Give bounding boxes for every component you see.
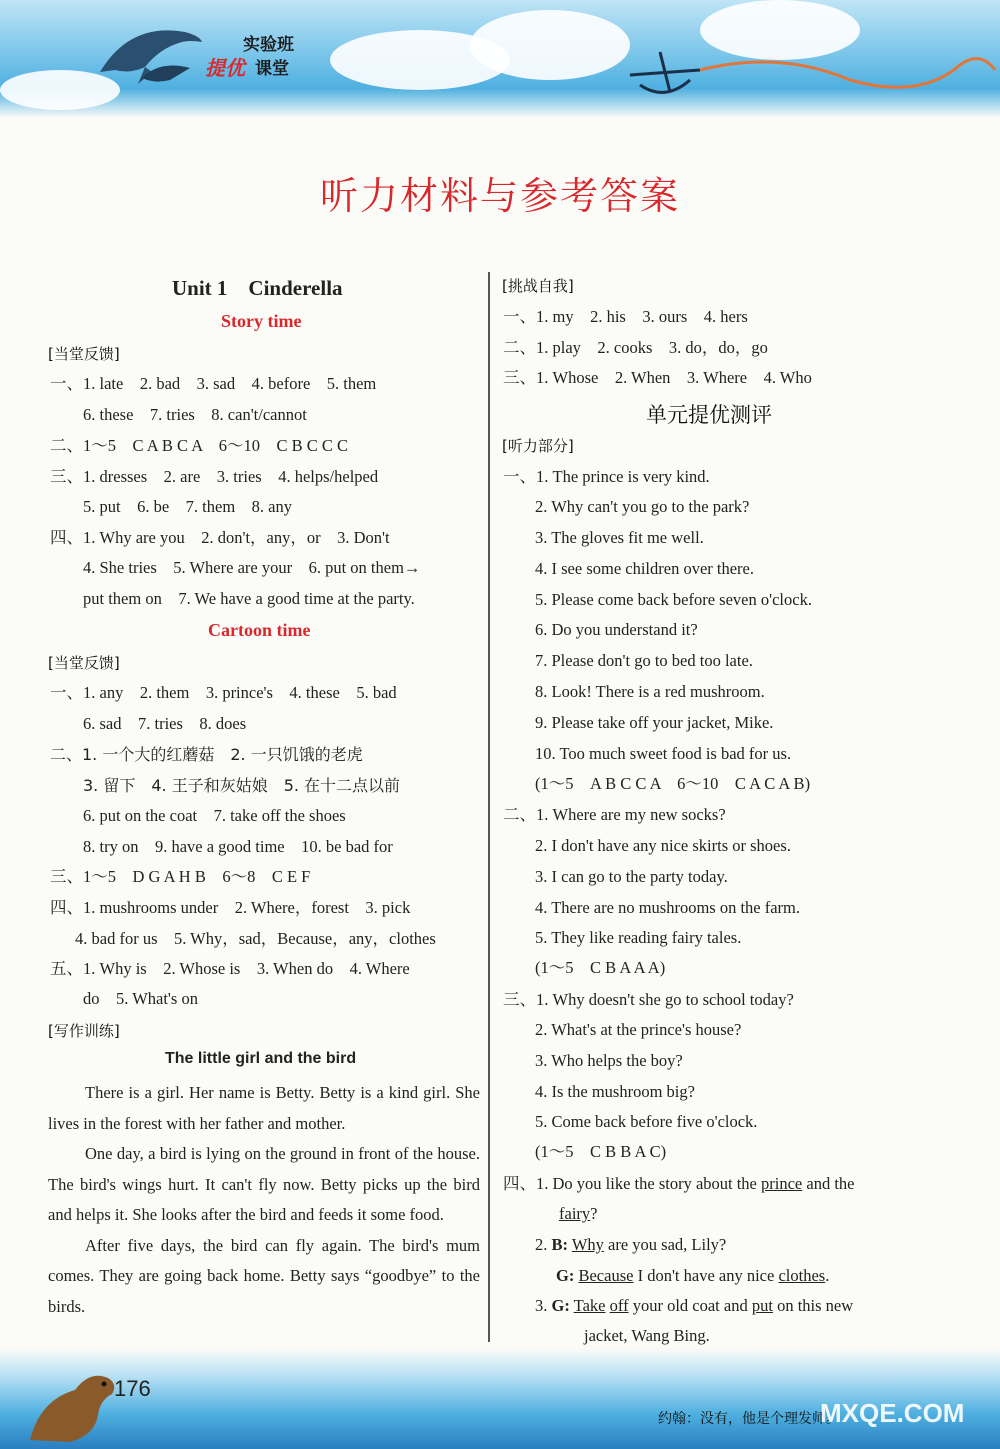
column-divider (488, 272, 490, 1342)
answer-line: 一、1. late 2. bad 3. sad 4. before 5. them (50, 374, 377, 393)
answer-line: 二、1. Where are my new socks? (503, 805, 726, 824)
sea-lion-icon (20, 1360, 130, 1449)
text-segment: and the (802, 1174, 855, 1193)
brand-line2a: 提优 (205, 56, 245, 80)
top-banner (0, 0, 1000, 118)
text-segment: on this new (772, 1296, 854, 1315)
answer-line: 2. What's at the prince's house? (535, 1020, 742, 1039)
answer-line: 3. The gloves fit me well. (535, 528, 704, 547)
answer-line: 三、1. Whose 2. When 3. Where 4. Who (503, 368, 812, 387)
underlined-word: Because (578, 1266, 634, 1285)
answer-line: 7. Please don't go to bed too late. (535, 651, 753, 670)
answer-line: 10. Too much sweet food is bad for us. (535, 744, 792, 763)
text-segment: 四、1. Do you like the story about the (503, 1174, 762, 1193)
essay-title: The little girl and the bird (165, 1050, 357, 1067)
answer-key: (1～5 A B C C A 6～10 C A C A B) (535, 774, 811, 793)
answer-line: 4. I see some children over there. (535, 559, 754, 578)
answer-line: 四、1. Why are you 2. don't，any，or 3. Don't (50, 528, 390, 547)
text-segment: your old coat and (628, 1296, 752, 1315)
essay-body (48, 1078, 480, 1322)
feedback-tag: [当堂反馈] (48, 654, 120, 672)
cartoon-time-heading: Cartoon time (208, 620, 311, 640)
answer-line: 4. There are no mushrooms on the farm. (535, 898, 800, 917)
answer-line: 3. Who helps the boy? (535, 1051, 683, 1070)
answer-line: 8. Look! There is a red mushroom. (535, 682, 765, 701)
underlined-word: Take (573, 1296, 606, 1315)
answer-line: 6. these 7. tries 8. can't/cannot (83, 405, 307, 424)
answer-line: 8. try on 9. have a good time 10. be bad for (83, 837, 393, 856)
answer-line: 3. 留下 4. 王子和灰姑娘 5. 在十二点以前 (83, 776, 401, 795)
answer-line: 三、1. dresses 2. are 3. tries 4. helps/helped (50, 467, 379, 486)
answer-key: (1～5 C B B A C) (535, 1142, 667, 1161)
brand-logo (205, 30, 325, 82)
listening-tag: [听力部分] (502, 437, 574, 455)
answer-line: 3. I can go to the party today. (535, 867, 728, 886)
answer-line (535, 1296, 853, 1316)
answer-line: 5. Come back before five o'clock. (535, 1112, 758, 1131)
underlined-word: off (609, 1296, 629, 1315)
text-segment: 3. (535, 1296, 552, 1315)
underlined-word: Why (571, 1235, 604, 1254)
watermark: MXQE.COM (820, 1398, 965, 1428)
answer-line: 6. Do you understand it? (535, 620, 698, 639)
underlined-word: put (751, 1296, 773, 1315)
essay-paragraph: One day, a bird is lying on the ground in front of the house. The bird's wings hurt. It can't fly now. Betty picks up the bird and helps it. She looks after the bird and feeds it some food. (48, 1144, 480, 1224)
text-segment: are you sad, Lily? (603, 1235, 727, 1254)
speaker-label: G: (551, 1296, 570, 1315)
brand-line2b: 课堂 (255, 59, 289, 79)
brand-line1: 实验班 (243, 35, 294, 55)
answer-line: 5. put 6. be 7. them 8. any (83, 497, 292, 516)
answer-line: 9. Please take off your jacket, Mike. (535, 713, 774, 732)
answer-line: 5. Please come back before seven o'clock. (535, 590, 812, 609)
underlined-word: prince (761, 1174, 803, 1193)
challenge-tag: [挑战自我] (502, 277, 574, 295)
cloud-decoration (470, 10, 630, 80)
answer-line: 6. put on the coat 7. take off the shoes (83, 806, 346, 825)
writing-tag: [写作训练] (48, 1022, 120, 1040)
footer-note: 约翰：没有，他是个理发师。 (658, 1411, 840, 1427)
answer-line: 一、1. my 2. his 3. ours 4. hers (503, 307, 748, 326)
answer-line: jacket, Wang Bing. (584, 1326, 710, 1345)
answer-line: 5. They like reading fairy tales. (535, 928, 742, 947)
answer-line: 一、1. The prince is very kind. (503, 467, 710, 486)
essay-paragraph: There is a girl. Her name is Betty. Betty is a kind girl. She lives in the forest with her father and mother. (48, 1083, 480, 1133)
unit-test-heading: 单元提优测评 (646, 403, 772, 427)
anchor-rope-icon (620, 40, 1000, 110)
answer-key: (1～5 C B A A A) (535, 958, 666, 977)
answer-line: 一、1. any 2. them 3. prince's 4. these 5. bad (50, 683, 397, 702)
text-segment: I don't have any nice (633, 1266, 779, 1285)
answer-line: 4. She tries 5. Where are your 6. put on them→ (83, 558, 421, 577)
answer-line: do 5. What's on (83, 989, 198, 1008)
essay-paragraph: After five days, the bird can fly again. The bird's mum comes. They are going back home. Betty says “goodbye” to the birds. (48, 1235, 480, 1316)
page-title: 听力材料与参考答案 (319, 174, 680, 218)
answer-line (556, 1266, 829, 1286)
answer-line: 二、1～5 C A B C A 6～10 C B C C C (50, 436, 348, 455)
text-segment: ? (590, 1204, 598, 1223)
answer-line: 三、1. Why doesn't she go to school today? (503, 990, 794, 1009)
answer-line (503, 1174, 854, 1194)
answer-line: 二、1. 一个大的红蘑菇 2. 一只饥饿的老虎 (50, 745, 363, 764)
answer-line: 二、1. play 2. cooks 3. do，do，go (503, 338, 768, 357)
speaker-label: G: (556, 1266, 575, 1285)
answer-line: 五、1. Why is 2. Whose is 3. When do 4. Where (50, 959, 410, 978)
answer-line: put them on 7. We have a good time at the party. (83, 589, 415, 608)
underlined-word: fairy (559, 1204, 591, 1223)
answer-line: 6. sad 7. tries 8. does (83, 714, 247, 733)
story-time-heading: Story time (221, 311, 302, 331)
answer-line: 2. I don't have any nice skirts or shoes. (535, 836, 791, 855)
underlined-word: clothes (778, 1266, 826, 1285)
answer-line (535, 1235, 726, 1255)
small-dolphin-icon (140, 58, 200, 88)
feedback-tag: [当堂反馈] (48, 345, 120, 363)
speaker-label: B: (551, 1235, 568, 1254)
answer-line: 三、1～5 D G A H B 6～8 C E F (50, 867, 311, 886)
answer-line (559, 1204, 597, 1224)
page-number: 176 (114, 1376, 151, 1401)
answer-line: 2. Why can't you go to the park? (535, 497, 750, 516)
text-segment: . (825, 1266, 830, 1285)
answer-line: 四、1. mushrooms under 2. Where，forest 3. pick (50, 898, 411, 917)
text-segment: 2. (535, 1235, 552, 1254)
answer-line: 4. Is the mushroom big? (535, 1082, 695, 1101)
answer-line: 4. bad for us 5. Why，sad，Because，any，clothes (75, 929, 436, 948)
unit-title: Unit 1 Cinderella (172, 276, 343, 300)
